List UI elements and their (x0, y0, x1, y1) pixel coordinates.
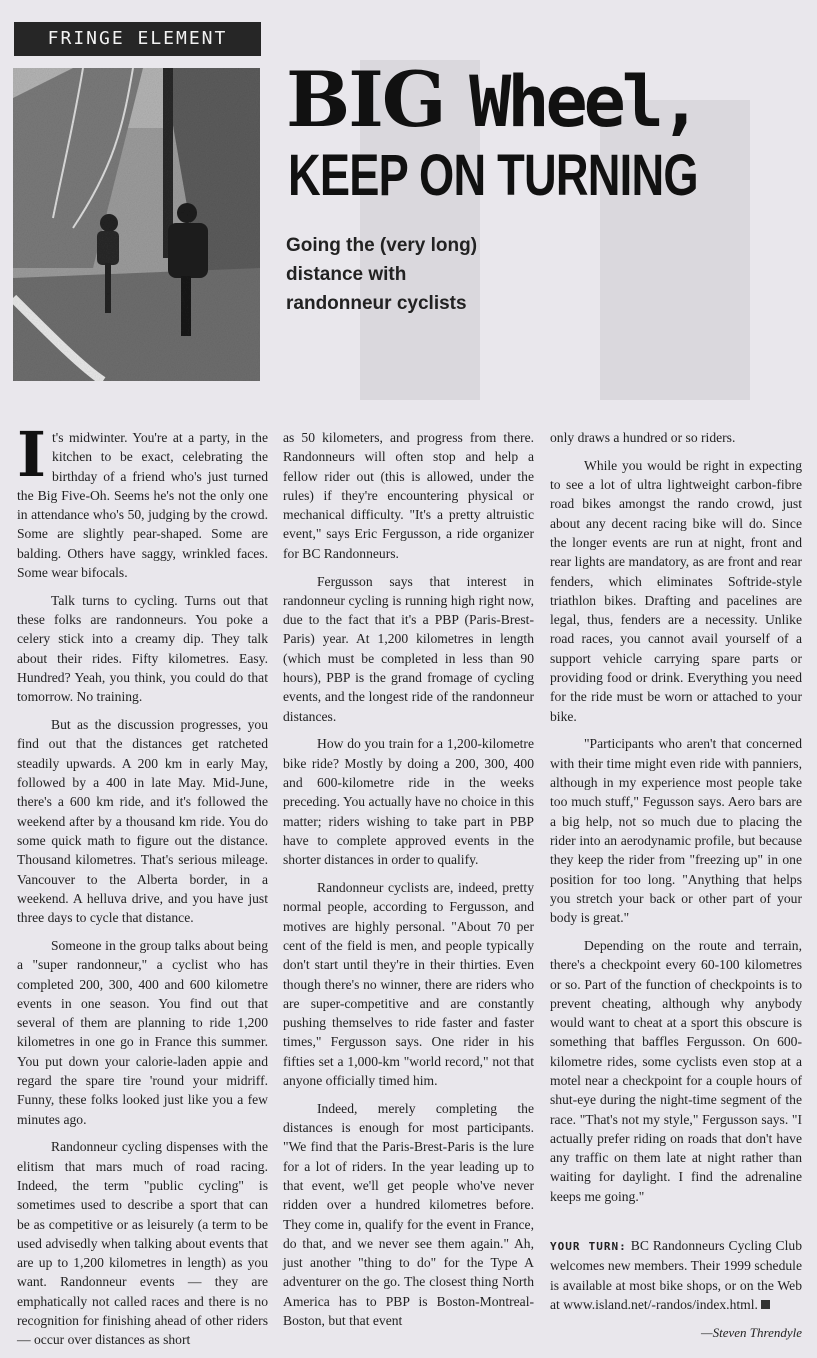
headline-wheel: Wheel, (469, 61, 699, 143)
your-turn-text: BC Randonneurs Cycling Club welcomes new members. Their 1999 schedule is available at most bike shops, or on the Web at www.island.net/-randos/index.html. (550, 1238, 802, 1312)
article-column-3 (550, 428, 802, 1342)
paragraph: Indeed, merely completing the distances is enough for most participants. "We find that the Paris-Brest-Paris is the lure for a lot of riders. In the year leading up to that event, we'll get people who've never ridden over a hundred kilometres before. They come in, qualify for the event in France, do that, and we never see them again." Ah, just another "thing to do" for the Type A adventurer on the go. The closest thing North America has to PBP is Boston-Montreal-Boston, but that event (283, 1100, 534, 1329)
paragraph: "Participants who aren't that concerned with their time might even ride with panniers, although in my experience most people take too much stuff," Fegusson says. Aero bars are a big help, not so much due to placing the rider into an aerodynamic profile, but because they keep the rider from "freezing up" in one position for too long. "Anything that helps you stretch your back or other part of your body is great." (550, 736, 802, 926)
paragraph: Randonneur cycling dispenses with the elitism that mars much of road racing. Indeed, the term "public cycling" is sometimes used to describe a sport that can be as competitive or as leisurely (a term to be used advisedly when talking about events that are up to 1,200 kilometres in length) as you want. Randonneur events — they are emphatically not called races and there is no recognition for finishing ahead of other riders — occur over distances as short (17, 1139, 268, 1348)
article-column-2 (283, 428, 534, 1339)
paragraph: Randonneur cyclists are, indeed, pretty normal people, according to Fergusson, and motives are highly personal. "About 70 per cent of the field is men, and people typically don't start until they're in their thirties. Even though there's no winner, there are riders who are super-competitive and are constantly pushing themselves to ride faster and faster times," Fergusson says. One rider in his fifties set a 1,000-km "world record," not that anyone officially timed him. (283, 880, 534, 1088)
paragraph: Someone in the group talks about being a "super randonneur," a cyclist who has completed 200, 300, 400 and 600 kilometre events in one season. You find out that several of them are planning to ride 1,200 kilometres in one go in France this summer. You put down your calorie-laden appie and regard the spare tire 'round your midriff. Funny, these folks looked just like you a few minutes ago. (17, 937, 268, 1127)
paragraph: only draws a hundred or so riders. (550, 430, 736, 445)
end-mark-icon (761, 1300, 770, 1309)
section-label: FRINGE ELEMENT (14, 22, 261, 56)
paragraph: While you would be right in expecting to see a lot of ultra lightweight carbon-fibre road bikes amongst the rando crowd, just about any decent racing bike will do. Since the longer events are run at night, front and rear lights are mandatory, as are front and rear fenders, which eliminates Softride-style triathlon bikes. Drafting and pacelines are legal, thus, fenders are a necessity. Unlike road races, you cannot avail yourself of a support vehicle carrying spare parts or providing food or drink. Everything you need for the ride must be worn or attached to your bike. (550, 457, 802, 724)
your-turn-label: YOUR TURN: (550, 1240, 627, 1254)
paragraph: But as the discussion progresses, you find out that the distances get ratcheted steadily upwards. A 200 km in early May, followed by a 400 in late May. Mid-June, there's a 600 km ride, and it's followed the weekend after by a thousand km ride. You do some quick math to figure out the distance. Thousand kilometres. That's serious mileage. Vancouver to the Alberta border, in a weekend. A helluva drive, and you have just three days to cycle that distance. (17, 717, 268, 926)
headline-line2: KEEP ON TURNING (288, 143, 698, 208)
paragraph: as 50 kilometers, and progress from there. Randonneurs will often stop and help a fellow rider out (this is allowed, under the rules) if they're encountering physical or mechanical difficulty. "It's a pretty altruistic event," says Eric Fergusson, a ride organizer for BC Randonneurs. (283, 430, 534, 561)
article-dek: Going the (very long) distance with randonneur cyclists (286, 235, 478, 314)
headline-line1 (286, 55, 699, 144)
paragraph: How do you train for a 1,200-kilometre bike ride? Mostly by doing a 200, 300, 400 and 600-kilometre ride in the weeks preceding. You actually have no choice in this matter; riders wishing to take part in PBP have to complete approved events in the shorter distances in order to qualify. (283, 736, 534, 868)
byline: —Steven Threndyle (701, 1324, 802, 1340)
paragraph-text: t's midwinter. You're at a party, in the kitchen to be exact, celebrating the birthday of a friend who's just turned the Big Five-Oh. Seems he's not the only one in attendance who's 50, judging by the crowd. Some are slightly pear-shaped. Some are balding. Others have saggy, wrinkled faces. Some wear bifocals. (17, 430, 268, 581)
headline-big: BIG (286, 55, 445, 144)
article-column-1 (17, 418, 268, 1358)
your-turn-box (550, 1236, 802, 1314)
paragraph: Depending on the route and terrain, there's a checkpoint every 60-100 kilometres or so. Part of the function of checkpoints is to prevent cheating, although why anybody would want to cheat at a sport this obscure is something that baffles Fergusson. On 600-kilometre rides, some cyclists even stop at a motel near a checkpoint for a couple hours of shut-eye during the night-time segment of the race. "That's not my style," Fergusson says. "I actually prefer riding on roads that don't have any traffic on them late at night rather than waiting for daylight. I find the adrenaline keeps me going." (550, 937, 802, 1204)
paragraph: Fergusson says that interest in randonneur cycling is running high right now, due to the fact that it's a PBP (Paris-Brest-Paris) year. At 1,200 kilometres in length (which must be completed in less than 90 hours), PBP is the grand fromage of cycling events, and the longest ride of the randonneur distances. (283, 573, 534, 724)
paragraph: Talk turns to cycling. Turns out that these folks are randonneurs. You poke a celery stick into a creamy dip. They talk about their rides. Fifty kilometres. Easy. Hundred? Yeah, you think, you could do that tomorrow. No training. (17, 592, 268, 705)
cyclists-photo (13, 68, 260, 381)
drop-cap: I (17, 418, 47, 491)
paragraph (17, 418, 268, 582)
